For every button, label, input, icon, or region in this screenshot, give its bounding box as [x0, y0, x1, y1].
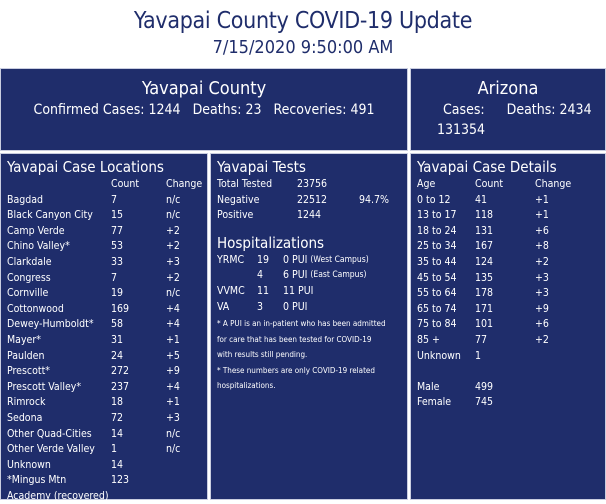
age-row: [411, 208, 605, 224]
age-row: [411, 333, 605, 349]
age-row-cell-0: 0 to 12: [417, 193, 451, 206]
location-row-cell-1: 33: [111, 255, 124, 268]
age-row-cell-2: +8: [535, 240, 549, 253]
sex-row-cell-0: Male: [417, 380, 440, 393]
arizona-summary-panel: [410, 68, 606, 151]
age-row-cell-1: 41: [475, 193, 488, 206]
test-row-cell-0: Total Tested: [217, 178, 273, 190]
sex-row-cell-1: 745: [475, 396, 494, 409]
age-row-cell-1: 1: [475, 349, 482, 362]
location-row-cell-2: +1: [166, 333, 180, 346]
location-row: [1, 317, 207, 333]
col-age: Age: [417, 178, 436, 190]
county-confirmed: Confirmed Cases: 1244: [33, 102, 181, 118]
sex-row: [411, 395, 605, 411]
footnote: with results still pending.: [217, 350, 308, 360]
location-row-cell-0: Academy (recovered): [7, 489, 109, 502]
test-row: [211, 177, 407, 193]
location-row-cell-1: [111, 489, 166, 504]
hospital-row: [211, 284, 407, 300]
county-name: Yavapai County: [141, 78, 267, 99]
age-row-cell-1: 135: [475, 271, 494, 284]
hospital-row-cell-0: [217, 268, 257, 284]
location-row-cell-1: 53: [111, 240, 124, 253]
location-row-cell-1: 58: [111, 318, 124, 331]
location-row-cell-2: +1: [166, 396, 180, 409]
hospital-row-cell-2: 6 PUI: [283, 269, 308, 282]
location-row-cell-2: +4: [166, 318, 180, 331]
location-row-cell-1: 15: [111, 209, 124, 222]
location-row-cell-0: Cornville: [7, 287, 49, 300]
location-row-cell-1: 77: [111, 224, 124, 237]
location-row-cell-1: 169: [111, 302, 130, 315]
test-row-cell-2: 94.7%: [359, 193, 390, 206]
age-row-cell-2: +9: [535, 302, 549, 315]
location-row-cell-2: +4: [166, 302, 180, 315]
age-row-cell-1: 77: [475, 333, 488, 346]
age-row: [411, 193, 605, 209]
col-count: Count: [111, 178, 140, 190]
location-row-cell-0: Bagdad: [7, 193, 44, 206]
hospital-row-cell-2: 11 PUI: [283, 284, 314, 297]
arizona-cases-value: 131354: [437, 122, 486, 138]
age-row-cell-0: 18 to 24: [417, 224, 457, 237]
case-locations-panel: [0, 153, 208, 500]
hospital-row: [211, 300, 407, 316]
location-row-cell-0: Sedona: [7, 411, 43, 424]
age-row-cell-1: 167: [475, 240, 494, 253]
test-row: [211, 208, 407, 224]
location-row-cell-1: 7: [111, 193, 118, 206]
hospital-row-cell-2: 0 PUI: [283, 253, 308, 266]
age-row-cell-2: +3: [535, 271, 549, 284]
tests-title: Yavapai Tests: [217, 158, 306, 176]
arizona-cases-label: Cases:: [443, 102, 485, 118]
age-row-cell-2: +2: [535, 333, 549, 346]
location-row-cell-1: 14: [111, 458, 124, 471]
age-row-cell-0: 35 to 44: [417, 255, 457, 268]
age-row-cell-1: 118: [475, 209, 494, 222]
location-row-cell-1: 24: [111, 349, 124, 362]
hospital-row: [211, 253, 407, 269]
tests-panel: [210, 153, 408, 500]
location-row-cell-2: n/c: [166, 193, 181, 206]
location-row-cell-1: 1: [111, 443, 118, 456]
location-row-cell-0: Congress: [7, 271, 51, 284]
location-row-cell-0: Camp Verde: [7, 224, 65, 237]
location-row: [1, 239, 207, 255]
location-row-cell-1: 237: [111, 380, 130, 393]
location-row-cell-0: *Mingus Mtn: [7, 474, 67, 487]
location-row: [1, 193, 207, 209]
age-row: [411, 349, 605, 365]
hospital-row-cell-1: 19: [257, 253, 270, 266]
age-row-cell-1: 124: [475, 255, 494, 268]
location-row-cell-0: Mayer*: [7, 333, 41, 346]
location-row: [1, 380, 207, 396]
location-row: [1, 427, 207, 443]
col-count: Count: [475, 178, 504, 190]
location-row-cell-1: 272: [111, 365, 130, 378]
location-row-cell-0: Cottonwood: [7, 302, 64, 315]
location-row-cell-1: 18: [111, 396, 124, 409]
location-row-cell-1: 123: [111, 474, 130, 487]
location-row-cell-2: +5: [166, 349, 180, 362]
footnote: hospitalizations.: [217, 381, 276, 391]
location-row: [1, 473, 207, 489]
sex-row: [411, 380, 605, 396]
county-deaths: Deaths: 23: [192, 102, 262, 118]
location-row-cell-0: Prescott*: [7, 365, 50, 378]
col-change: Change: [166, 178, 203, 190]
hospital-row-cell-3: (West Campus): [310, 254, 369, 265]
location-row-cell-0: Rimrock: [7, 396, 46, 409]
age-row: [411, 271, 605, 287]
age-row-cell-1: 101: [475, 318, 494, 331]
location-row: [1, 333, 207, 349]
age-row-cell-2: +6: [535, 224, 549, 237]
footnote: * These numbers are only COVID-19 related: [217, 365, 375, 375]
sex-row-cell-0: Female: [417, 396, 452, 409]
test-row-cell-1: 23756: [297, 178, 328, 190]
location-row-cell-1: 7: [111, 271, 118, 284]
age-row-cell-0: 25 to 34: [417, 240, 457, 253]
location-row-cell-2: n/c: [166, 427, 181, 440]
age-row: [411, 239, 605, 255]
location-row-cell-2: n/c: [166, 287, 181, 300]
location-row-cell-2: +2: [166, 271, 180, 284]
hospital-row-cell-0: VVMC: [217, 284, 245, 297]
location-row: [1, 208, 207, 224]
location-row: [1, 271, 207, 287]
location-row-cell-1: 31: [111, 333, 124, 346]
test-row: [211, 193, 407, 209]
age-row: [411, 286, 605, 302]
location-row: [1, 302, 207, 318]
age-row: [411, 224, 605, 240]
age-row-cell-1: 131: [475, 224, 494, 237]
age-row-cell-2: +1: [535, 209, 549, 222]
location-row-cell-2: +9: [166, 365, 180, 378]
location-row: [1, 364, 207, 380]
arizona-deaths: Deaths: 2434: [506, 102, 592, 118]
age-row: [411, 302, 605, 318]
hospital-row: [211, 268, 407, 284]
age-row-cell-2: +6: [535, 318, 549, 331]
age-row-cell-0: 13 to 17: [417, 209, 457, 222]
footnote: * A PUI is an in-patient who has been admitted: [217, 319, 386, 329]
location-row-cell-0: Paulden: [7, 349, 45, 362]
update-datetime: 7/15/2020 9:50:00 AM: [212, 37, 394, 58]
location-row-cell-0: Black Canyon City: [7, 209, 93, 222]
test-row-cell-0: Negative: [217, 193, 260, 206]
case-details-panel: [410, 153, 606, 500]
location-row: [1, 442, 207, 458]
age-row-cell-0: 55 to 64: [417, 287, 457, 300]
location-row-cell-0: Other Quad-Cities: [7, 427, 92, 440]
location-row-cell-2: +4: [166, 380, 180, 393]
age-row: [411, 255, 605, 271]
age-row-cell-0: 85 +: [417, 333, 440, 346]
age-row-cell-2: +2: [535, 255, 549, 268]
age-row-cell-0: 65 to 74: [417, 302, 457, 315]
arizona-name: Arizona: [477, 78, 539, 99]
header: [0, 0, 606, 66]
location-row: [1, 458, 207, 474]
location-row-cell-0: Chino Valley*: [7, 240, 70, 253]
location-row: [1, 489, 207, 504]
location-row-cell-0: Other Verde Valley: [7, 443, 95, 456]
test-row-cell-0: Positive: [217, 209, 254, 222]
location-row: [1, 255, 207, 271]
col-change: Change: [535, 178, 572, 190]
location-row-cell-1: 14: [111, 427, 124, 440]
location-row: [1, 395, 207, 411]
details-title: Yavapai Case Details: [417, 158, 557, 176]
location-row-cell-2: n/c: [166, 209, 181, 222]
location-row: [1, 411, 207, 427]
test-row-cell-1: 22512: [297, 193, 328, 206]
sex-row-cell-1: 499: [475, 380, 494, 393]
hospital-row-cell-3: (East Campus): [310, 270, 367, 281]
county-summary-panel: [0, 68, 408, 151]
location-row-cell-2: +2: [166, 240, 180, 253]
hospitalizations-title: Hospitalizations: [217, 233, 325, 252]
age-row-cell-0: 45 to 54: [417, 271, 457, 284]
age-row-cell-0: Unknown: [417, 349, 461, 362]
county-recoveries: Recoveries: 491: [273, 102, 375, 118]
hospital-row-cell-1: 4: [257, 269, 264, 282]
location-row: [1, 349, 207, 365]
location-row-cell-2: n/c: [166, 443, 181, 456]
location-row-cell-0: Dewey-Humboldt*: [7, 318, 94, 331]
age-row-cell-1: 171: [475, 302, 494, 315]
location-row-cell-0: Prescott Valley*: [7, 380, 82, 393]
hospital-row-cell-0: YRMC: [217, 253, 245, 266]
location-row-cell-1: 19: [111, 287, 124, 300]
location-row: [1, 224, 207, 240]
age-row-cell-1: 178: [475, 287, 494, 300]
location-row-cell-0: Clarkdale: [7, 255, 52, 268]
age-row: [411, 317, 605, 333]
location-row-cell-2: +3: [166, 411, 180, 424]
age-row-cell-2: +1: [535, 193, 549, 206]
location-row-cell-1: 72: [111, 411, 124, 424]
age-row-cell-2: +3: [535, 287, 549, 300]
location-row-cell-0: Unknown: [7, 458, 51, 471]
hospital-row-cell-1: 11: [257, 284, 270, 297]
hospital-row-cell-0: VA: [217, 300, 230, 313]
location-row-cell-2: +3: [166, 255, 180, 268]
location-row: [1, 286, 207, 302]
locations-title: Yavapai Case Locations: [7, 158, 164, 176]
footnote: for care that has been tested for COVID-19: [217, 334, 372, 344]
hospital-row-cell-1: 3: [257, 300, 264, 313]
test-row-cell-1: 1244: [297, 209, 322, 222]
hospital-row-cell-2: 0 PUI: [283, 300, 308, 313]
age-row-cell-0: 75 to 84: [417, 318, 457, 331]
location-row-cell-2: +2: [166, 224, 180, 237]
page-title: Yavapai County COVID-19 Update: [133, 8, 473, 34]
